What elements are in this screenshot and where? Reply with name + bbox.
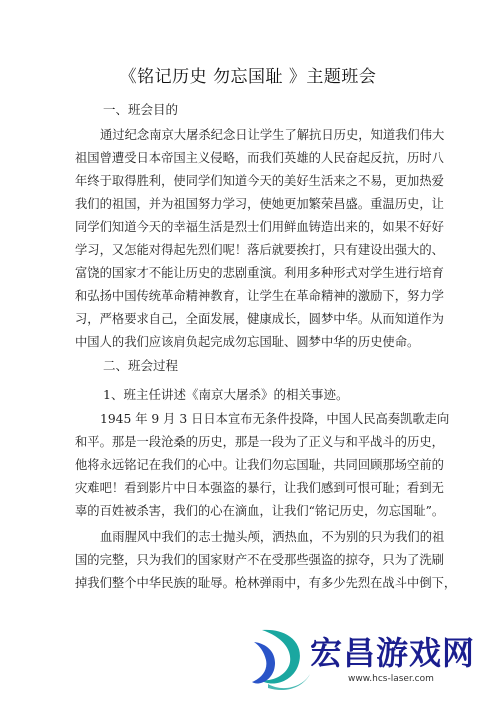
paragraph-3	[75, 526, 457, 595]
text-line: 我们的祖国，并为祖国努力学习，使她更加繁荣昌盛。重温历史，让	[75, 197, 444, 211]
paragraph-2	[75, 408, 450, 523]
text-line: 同学们知道今天的幸福生活是烈士们用鲜血铸造出来的，如果不好好	[75, 220, 444, 234]
text-line: 年终于取得胜利，使同学们知道今天的美好生活来之不易，更加热爱	[75, 174, 444, 188]
text-line: 1945 年 9 月 3 日日本宣布无条件投降，中国人民高奏凯歌走向	[100, 412, 450, 426]
text-line: 和弘扬中国传统革命精神教育，让学生在革命精神的激励下，努力学	[75, 289, 444, 303]
text-line: 灾难吧！看到影片中日本强盗的暴行，让我们感到可恨可耻；看到无	[75, 481, 444, 495]
text-line: 掉我们整个中华民族的耻辱。枪林弹雨中，有多少先烈在战斗中倒下，	[75, 576, 457, 590]
watermark-url: www.hcs-laser.com	[348, 674, 434, 684]
text-line: 辜的百姓被杀害，我们的心在滴血，让我们“铭记历史，勿忘国耻”。	[75, 504, 445, 518]
text-line: 习，严格要求自己，全面发展，健康成长，圆梦中华。从而知道作为	[75, 312, 444, 326]
text-line: 富饶的国家才不能让历史的悲剧重演。利用多种形式对学生进行培育	[75, 266, 444, 280]
text-line: 学习，又怎能对得起先烈们呢！落后就要挨打，只有建设出强大的、	[75, 243, 444, 257]
text-line: 和平。那是一段沧桑的历史，那是一段为了正义与和平战斗的历史，	[75, 435, 444, 449]
section2-heading: 二、班会过程	[103, 358, 179, 373]
text-line: 通过纪念南京大屠杀纪念日让学生了解抗日历史，知道我们伟大	[100, 128, 445, 142]
subsection1-heading: 1、班主任讲述《南京大屠杀》的相关事迹。	[103, 387, 349, 402]
section1-paragraph	[75, 124, 445, 354]
text-line: 中国人的我们应该肩负起完成勿忘国耻、圆梦中华的历史使命。	[75, 335, 420, 349]
text-line: 他将永远铭记在我们的心中。让我们勿忘国耻，共同回顾那场空前的	[75, 458, 444, 472]
section1-heading: 一、班会目的	[103, 102, 179, 117]
watermark-logo-icon	[248, 622, 314, 694]
document-title: 《铭记历史 勿忘国耻 》主题班会	[119, 67, 377, 87]
text-line: 国的完整，只为我们的国家财产不在受那些强盗的掠夺，只为了洗刷	[75, 553, 444, 567]
text-line: 祖国曾遭受日本帝国主义侵略，而我们英雄的人民奋起反抗，历时八	[75, 151, 444, 165]
watermark-text: 宏昌游戏网	[310, 634, 476, 672]
text-line: 血雨腥风中我们的志士抛头颅，洒热血，不为别的只为我们的祖	[100, 530, 445, 544]
site-watermark	[240, 622, 496, 702]
